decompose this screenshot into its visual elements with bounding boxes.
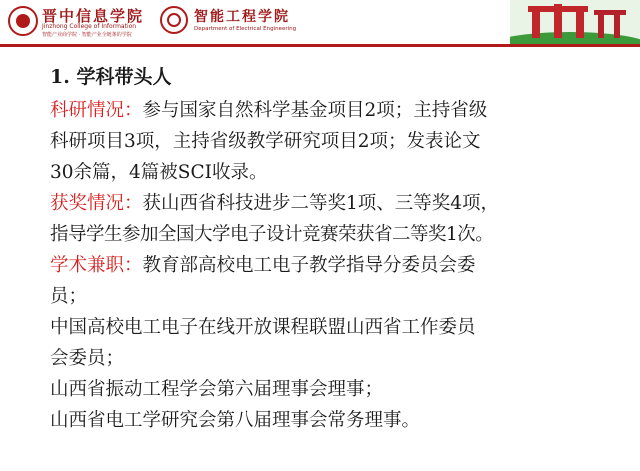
research-text: 参与国家自然科学基金项目2项；主持省级 (142, 100, 488, 121)
department-english-name: Department of Electrical Engineering (194, 26, 297, 32)
text-line (50, 250, 630, 281)
text-line: 山西省电工学研究会第八届理事会常务理事。 (50, 410, 421, 431)
awards-label: 获奖情况： (50, 193, 143, 214)
college-english-name: Jinzhong College of Information (42, 23, 137, 30)
college-motto: 智能产业商学院 · 智能产业全链条的学院 (42, 32, 132, 38)
college-emblem-icon (8, 6, 38, 36)
positions-label: 学术兼职： (50, 255, 143, 276)
department-name: 智能工程学院 (194, 9, 290, 25)
section-heading: 1. 学科带头人 (50, 66, 172, 88)
text-line: 科研项目3项，主持省级教学研究项目2项；发表论文 (50, 131, 481, 152)
campus-gate-image (510, 0, 640, 44)
college-name: 晋中信息学院 (42, 7, 145, 25)
awards-text: 获山西省科技进步二等奖1项、三等奖4项， (142, 193, 500, 214)
text-line: 30余篇，4篇被SCI收录。 (50, 162, 268, 183)
text-line: 中国高校电工电子在线开放课程联盟山西省工作委员 (50, 317, 476, 338)
research-block (50, 95, 630, 188)
text-line: 员； (50, 286, 88, 307)
department-emblem-icon (160, 6, 188, 34)
awards-block (50, 188, 630, 250)
positions-text: 教育部高校电工电子教学指导分委员会委 (142, 255, 476, 276)
text-line: 山西省振动工程学会第六届理事会理事； (50, 379, 384, 400)
text-line (50, 95, 630, 126)
text-line: 会委员； (50, 348, 125, 369)
academic-positions-block (50, 250, 630, 436)
text-line: 指导学生参加全国大学电子设计竞赛荣获省二等奖1次。 (50, 224, 494, 245)
research-label: 科研情况： (50, 100, 143, 121)
header-divider (0, 44, 640, 47)
text-line (50, 188, 630, 219)
header-bar (0, 0, 640, 44)
slide-content (50, 62, 630, 436)
